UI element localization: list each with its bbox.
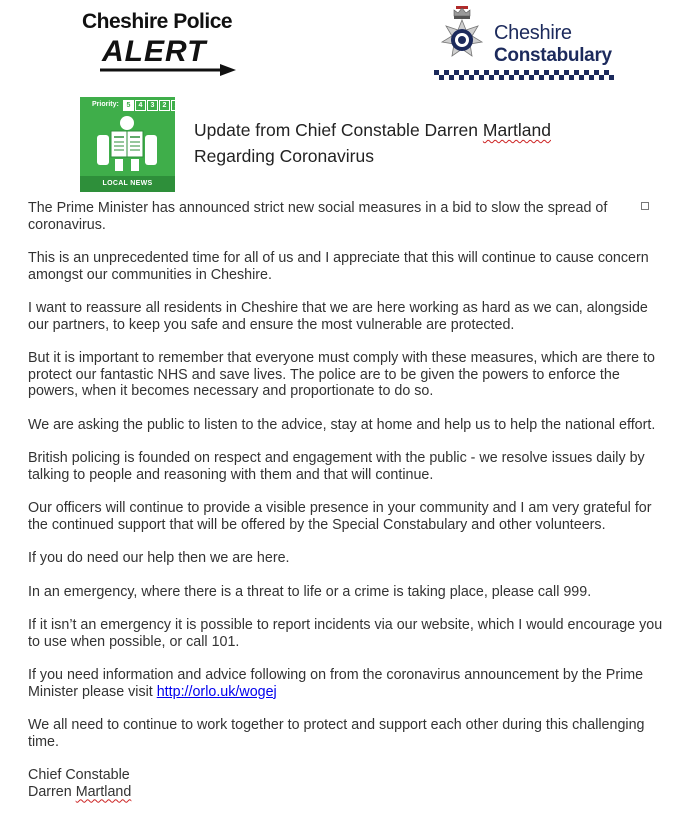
- checker-square: [439, 75, 444, 80]
- checker-square: [569, 75, 574, 80]
- signoff-role: Chief Constable: [28, 767, 130, 783]
- cheshire-constabulary-logo: [434, 4, 614, 80]
- cheshire-police-alert-logo: [78, 8, 248, 74]
- paragraph: In an emergency, where there is a threat to life or a crime is taking place, please call 999.: [28, 583, 592, 600]
- signoff-name: [28, 784, 668, 801]
- checker-square: [529, 75, 534, 80]
- checker-square: [524, 70, 529, 75]
- paragraph: This is an unprecedented time for all of us and I appreciate that this will continue to cause concern amongst our communities in Cheshire.: [28, 250, 649, 283]
- checker-square: [519, 75, 524, 80]
- checker-square: [584, 70, 589, 75]
- info-paragraph: [28, 667, 668, 700]
- checker-square: [574, 70, 579, 75]
- checkered-band: [434, 70, 614, 80]
- signoff-first-name: Darren: [28, 783, 76, 800]
- page-title: [194, 117, 551, 169]
- priority-5: 5: [123, 100, 134, 111]
- checker-square: [479, 75, 484, 80]
- checker-square: [554, 70, 559, 75]
- newspaper-reader-icon: [95, 115, 159, 173]
- paragraph: I want to reassure all residents in Cheshire that we are here working as hard as we can, alongside our partners, to keep you safe and ensure the most vulnerable are protected.: [28, 300, 648, 333]
- title-surname: Martland: [482, 120, 551, 140]
- paragraph: British policing is founded on respect and engagement with the public - we resolve issues daily by talking to people and reasoning with them and that will continue.: [28, 450, 645, 483]
- info-text: If you need information and advice following on from the coronavirus announcement by the Prime Minister please visit: [28, 667, 644, 700]
- checker-square: [609, 75, 614, 80]
- signoff-surname: Martland: [75, 783, 132, 800]
- letter-body: [28, 200, 668, 800]
- alert-logo-line1: Cheshire Police: [82, 10, 233, 33]
- checker-square: [589, 75, 594, 80]
- checker-square: [514, 70, 519, 75]
- arrow-icon: [100, 64, 240, 76]
- info-link[interactable]: http://orlo.uk/wogej: [156, 683, 277, 700]
- signoff: [28, 767, 668, 800]
- priority-scale: [122, 100, 182, 111]
- paragraph: If you do need our help then we are here.: [28, 550, 290, 566]
- paragraph: But it is important to remember that everyone must comply with these measures, which are there to protect our fantastic NHS and save lives. The police are to be given the powers to enforce the powers, when it becomes necessary and proportionate to do so.: [28, 350, 655, 399]
- title-line1-prefix: Update from Chief Constable Darren: [194, 120, 483, 140]
- checker-square: [469, 75, 474, 80]
- checker-square: [594, 70, 599, 75]
- title-line2: Regarding Coronavirus: [194, 146, 374, 166]
- checker-square: [454, 70, 459, 75]
- title-line1: [194, 117, 551, 143]
- checker-square: [489, 75, 494, 80]
- checker-square: [544, 70, 549, 75]
- priority-2: 2: [159, 100, 170, 111]
- checker-square: [559, 75, 564, 80]
- closing-paragraph: We all need to continue to work together to protect and support each other during this challenging time.: [28, 717, 645, 750]
- checker-square: [564, 70, 569, 75]
- paragraph: If it isn’t an emergency it is possible to report incidents via our website, which I would encourage you to use when possible, or call 101.: [28, 617, 663, 650]
- paragraph: We are asking the public to listen to the advice, stay at home and help us to help the national effort.: [28, 416, 656, 433]
- checker-square: [444, 70, 449, 75]
- constabulary-logo-line2: Constabulary: [494, 45, 612, 66]
- checker-square: [539, 75, 544, 80]
- checker-square: [509, 75, 514, 80]
- local-news-label: LOCAL NEWS: [80, 176, 175, 192]
- checker-square: [604, 70, 609, 75]
- checker-square: [579, 75, 584, 80]
- priority-label: Priority:: [92, 101, 119, 108]
- checker-square: [459, 75, 464, 80]
- police-star-badge-icon: [434, 4, 490, 70]
- checker-square: [504, 70, 509, 75]
- paragraph: Our officers will continue to provide a visible presence in your community and I am very grateful for the continued support that will be offered by the Special Constabulary and other volunteers.: [28, 500, 652, 533]
- local-news-badge: [80, 97, 179, 192]
- checker-square: [499, 75, 504, 80]
- alert-logo-line2: ALERT: [102, 35, 207, 68]
- priority-4: 4: [135, 100, 146, 111]
- checker-square: [449, 75, 454, 80]
- priority-3: 3: [147, 100, 158, 111]
- checker-square: [464, 70, 469, 75]
- checker-square: [549, 75, 554, 80]
- checker-square: [484, 70, 489, 75]
- checker-square: [599, 75, 604, 80]
- paragraph: The Prime Minister has announced strict new social measures in a bid to slow the spread of coronavirus.: [28, 200, 608, 233]
- priority-1: 1: [171, 100, 182, 111]
- checker-square: [494, 70, 499, 75]
- checker-square: [434, 70, 439, 75]
- checker-square: [474, 70, 479, 75]
- checker-square: [534, 70, 539, 75]
- constabulary-logo-line1: Cheshire: [494, 22, 572, 44]
